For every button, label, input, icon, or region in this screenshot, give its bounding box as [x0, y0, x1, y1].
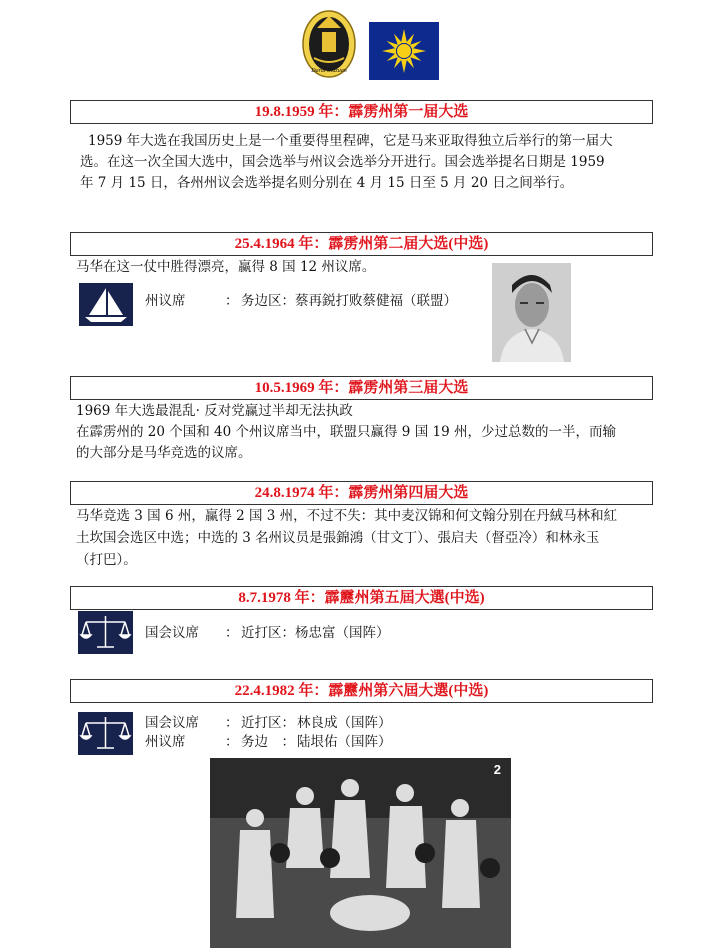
seat-type-label: 州议席 — [145, 734, 186, 750]
seat-row-1978 — [145, 624, 390, 643]
victory-celebration-photo — [210, 758, 511, 948]
seat-colon: ： — [225, 625, 239, 641]
section-heading-1982: 22.4.1982 年：霹靂州第六屆大選(中选) — [70, 679, 653, 703]
seat-detail: 近打区：杨忠富（国阵） — [241, 625, 390, 641]
paragraph-1959-line-1: 1959 年大选在我国历史上是一个重要得里程碑，它是马来亚取得独立后举行的第一届大 — [88, 133, 613, 149]
paragraph-1974-line-3: （打巴）。 — [76, 552, 137, 568]
paragraph-1969-line-3: 的大部分是马华竞选的议席。 — [76, 445, 252, 461]
section-heading-1978: 8.7.1978 年：霹靂州第五屆大選(中选) — [70, 586, 653, 610]
seat-colon: ： — [225, 293, 239, 309]
candidate-portrait-photo — [492, 263, 571, 362]
section-heading-1974: 24.8.1974 年：霹雳州第四届大选 — [70, 481, 653, 505]
paragraph-1969-line-2: 在霹雳州的 20 个国和 40 个州议席当中，联盟只赢得 9 国 19 州，少过总数的一半，而输 — [76, 424, 616, 440]
seat-row-1982-state — [145, 733, 392, 752]
paragraph-1969-line-1: 1969 年大选最混乱· 反对党赢过半却无法执政 — [76, 403, 353, 419]
seat-type-label: 国会议席 — [145, 715, 199, 731]
crest-motto-text: Darul Ridzuan — [311, 68, 347, 74]
seat-row-1982-parliament — [145, 714, 392, 733]
seat-detail: 务边区：蔡再鋭打败蔡健福（联盟） — [241, 293, 457, 309]
seat-winner: 林良成（国阵） — [297, 715, 392, 731]
perak-state-crest — [300, 8, 358, 80]
seat-colon: ： — [225, 734, 239, 750]
paragraph-1964-line-1: 马华在这一仗中胜得漂亮，赢得 8 国 12 州议席。 — [76, 259, 376, 275]
section-heading-1959: 19.8.1959 年：霹雳州第一届大选 — [70, 100, 653, 124]
paragraph-1974-line-1: 马华竞选 3 国 6 州，赢得 2 国 3 州，不过不失：其中麦汉锦和何文翰分别在丹絨马林和紅 — [76, 508, 618, 524]
seat-colon: ： — [225, 715, 239, 731]
seat-type-label: 国会议席 — [145, 625, 199, 641]
seat-area: 务边 ： — [241, 734, 295, 750]
seat-type-label: 州议席 — [145, 293, 186, 309]
section-heading-1969: 10.5.1969 年：霹雳州第三届大选 — [70, 376, 653, 400]
paragraph-1959-line-2: 选。在这一次全国大选中，国会选举与州议会选举分开进行。国会选举提名日期是 1959 — [80, 154, 605, 170]
paragraph-1974-line-2: 土坎国会选区中选；中选的 3 名州议员是張錦鴻（甘文丁）、張启夫（督亞冷）和林永玉 — [76, 530, 600, 546]
sailboat-emblem-icon — [79, 283, 133, 326]
malaysian-chinese-association-flag — [369, 22, 439, 80]
scales-of-justice-icon — [78, 712, 133, 755]
seat-winner: 陆垠佑（国阵） — [297, 734, 392, 750]
photo-number-label: 2 — [493, 762, 501, 777]
seat-row-1964 — [145, 292, 457, 311]
section-heading-1964: 25.4.1964 年：霹雳州第二届大选(中选) — [70, 232, 653, 256]
paragraph-1959-line-3: 年 7 月 15 日，各州州议会选举提名则分别在 4 月 15 日至 5 月 20 日之间举行。 — [80, 175, 574, 191]
sun-star-icon — [369, 22, 439, 80]
scales-of-justice-icon — [78, 611, 133, 654]
seat-area: 近打区： — [241, 715, 295, 731]
